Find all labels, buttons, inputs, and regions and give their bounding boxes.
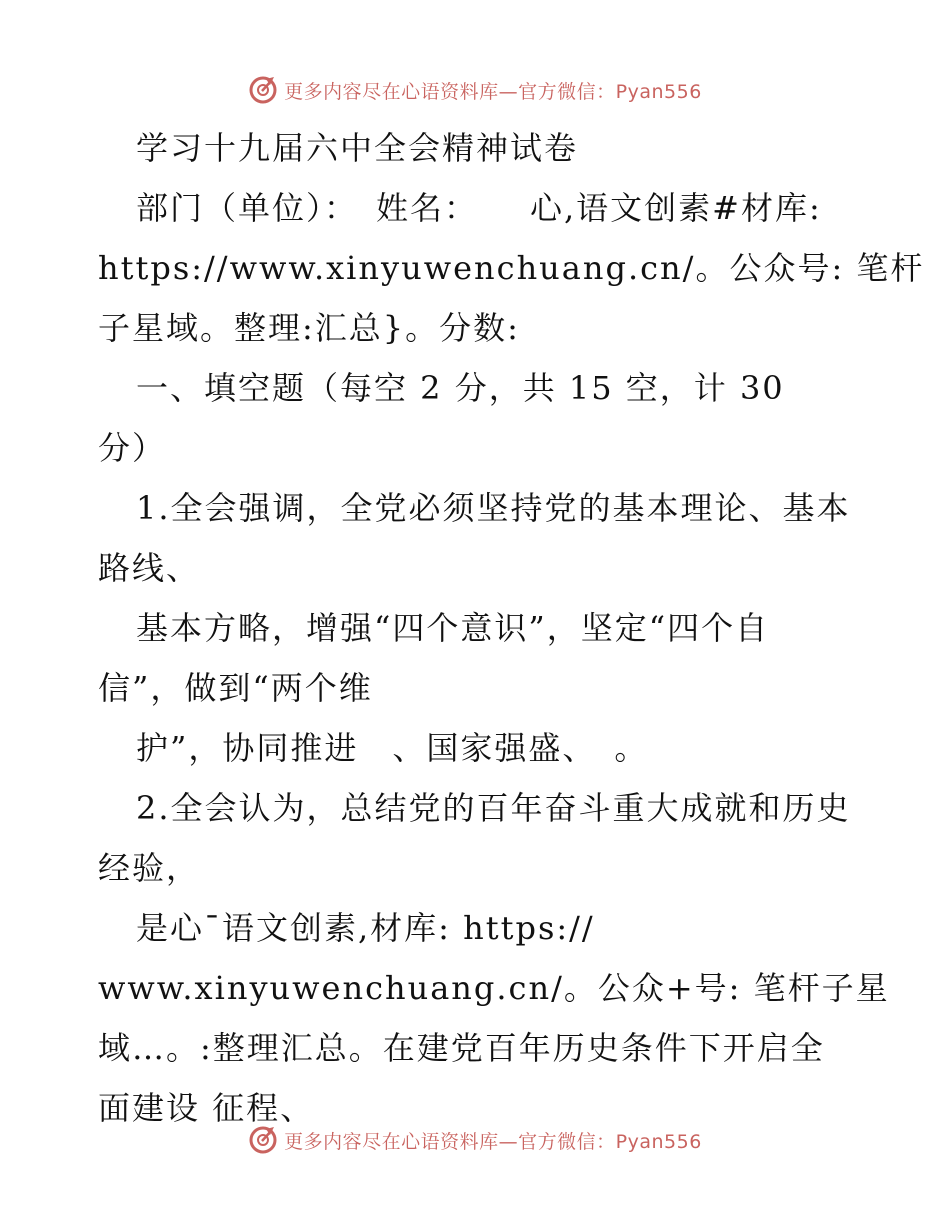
text-line: 经验，: [98, 849, 201, 887]
text-line: 分）: [98, 429, 167, 467]
text-line: 护”，协同推进 、国家强盛、 。: [136, 729, 649, 767]
text-line: 子星域。整理:汇总}。分数:: [98, 309, 520, 347]
pen-circle-logo-icon: [248, 1125, 278, 1155]
question-2: 2.全会认为，总结党的百年奋斗重大成就和历史: [136, 789, 851, 827]
text-line: 域…。:整理汇总。在建党百年历史条件下开启全: [98, 1029, 825, 1067]
pen-circle-logo-icon: [248, 75, 278, 105]
section-heading: 一、填空题（每空 2 分，共 15 空，计 30: [136, 369, 785, 407]
text-line: https://www.xinyuwenchuang.cn/。公众号: 笔杆: [98, 249, 925, 287]
text-line: 部门（单位）： 姓名： 心,语文创素#材库:: [136, 189, 822, 227]
text-line: 信”，做到“两个维: [98, 669, 373, 707]
text-line: 路线、: [98, 549, 201, 587]
header-banner-text: 更多内容尽在心语资料库—官方微信：Pyan556: [284, 80, 702, 103]
header-banner: [0, 70, 950, 110]
question-1: 1.全会强调，全党必须坚持党的基本理论、基本: [136, 489, 851, 527]
text-line: www.xinyuwenchuang.cn/。公众+号: 笔杆子星: [98, 969, 890, 1007]
document-title: 学习十九届六中全会精神试卷: [136, 129, 579, 167]
text-line: 面建设 征程、: [98, 1089, 315, 1127]
footer-banner: [0, 1120, 950, 1160]
footer-banner-text: 更多内容尽在心语资料库—官方微信：Pyan556: [284, 1130, 702, 1153]
text-line: 是心¯语文创素,材库: https://: [136, 909, 595, 947]
document-body: [98, 118, 925, 1138]
text-line: 基本方略，增强“四个意识”，坚定“四个自: [136, 609, 770, 647]
